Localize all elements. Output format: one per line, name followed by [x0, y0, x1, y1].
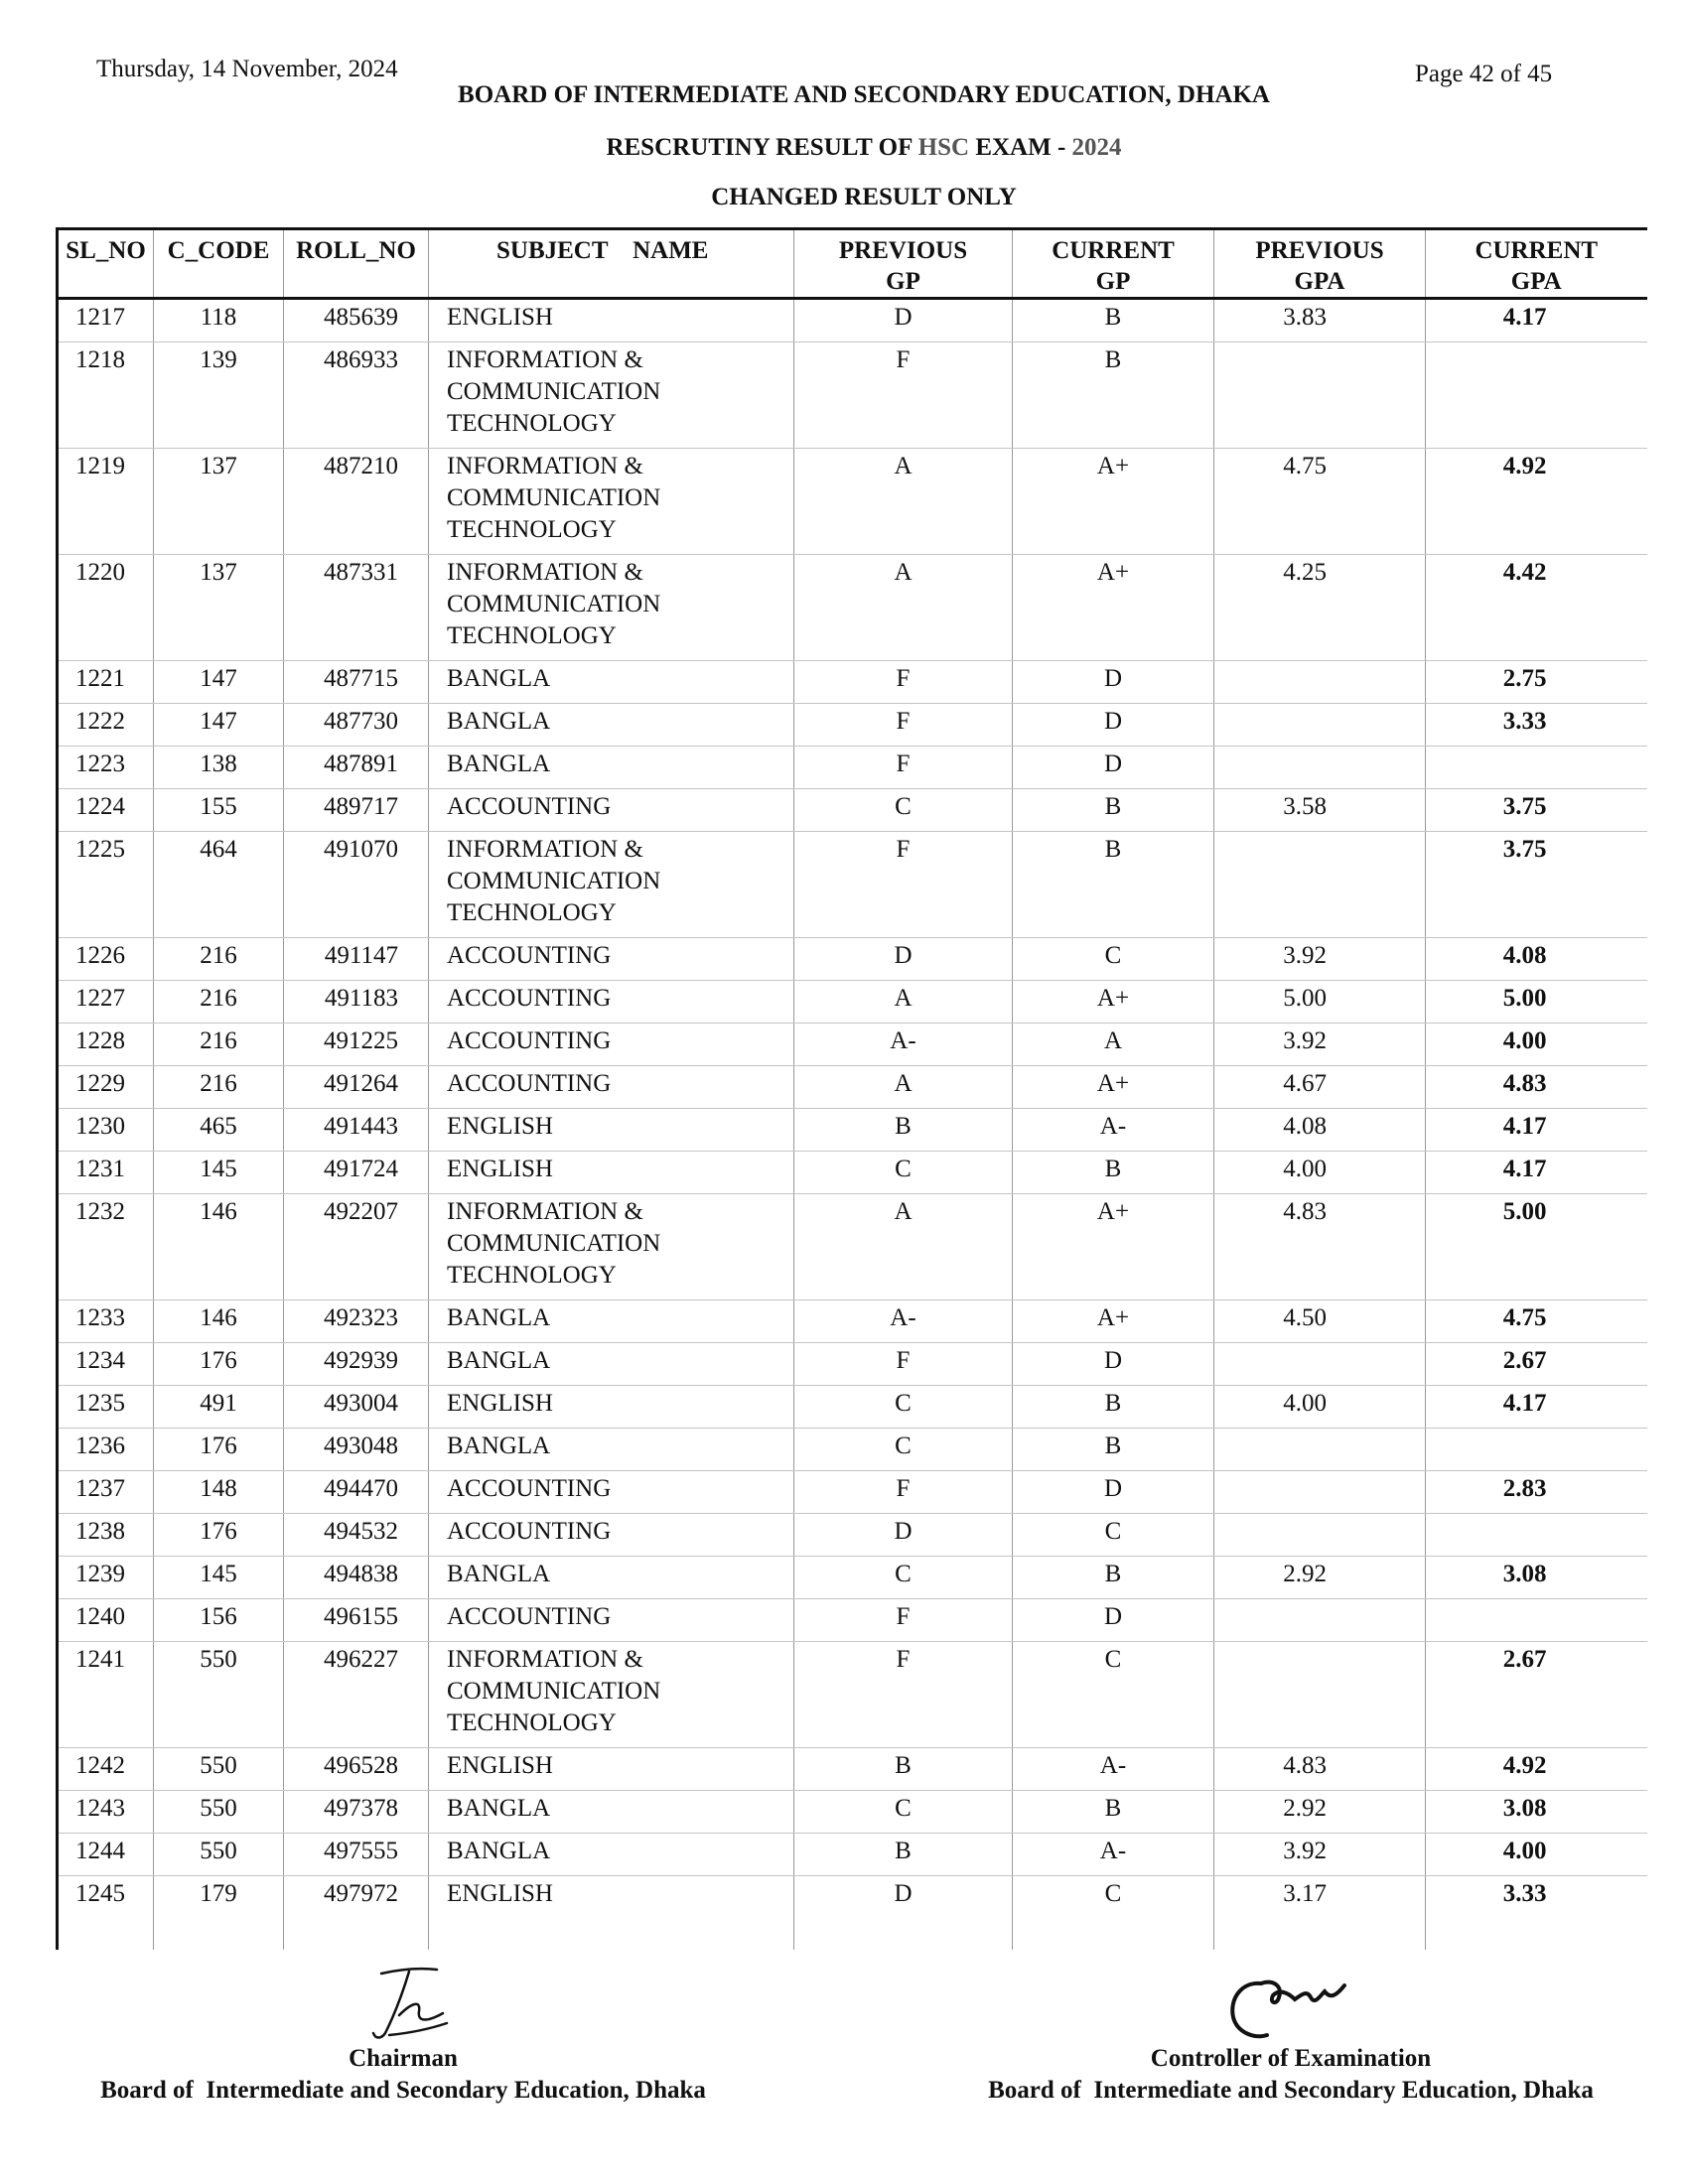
cell-current-gpa: [1426, 1599, 1647, 1642]
cell-previous-gpa: [1214, 1471, 1426, 1514]
cell-previous-gpa: 3.92: [1214, 938, 1426, 981]
cell-current-gpa: 2.83: [1426, 1471, 1647, 1514]
cell-subject: ENGLISH: [429, 1109, 794, 1152]
cell-previous-gpa: 3.58: [1214, 789, 1426, 832]
cell-current-gp: B: [1013, 1152, 1214, 1194]
cell-sl-no: 1236: [58, 1429, 154, 1471]
cell-sl-no: 1226: [58, 938, 154, 981]
cell-previous-gpa: 4.83: [1214, 1194, 1426, 1300]
table-row: [58, 938, 1647, 981]
result-title-year: 2024: [1071, 134, 1122, 161]
cell-roll-no: 497972: [284, 1876, 429, 1951]
cell-sl-no: 1218: [58, 342, 154, 449]
cell-current-gpa: 4.75: [1426, 1300, 1647, 1343]
table-row: [58, 1194, 1647, 1300]
cell-current-gpa: 3.33: [1426, 704, 1647, 747]
cell-previous-gpa: 2.92: [1214, 1557, 1426, 1599]
cell-roll-no: 491724: [284, 1152, 429, 1194]
cell-previous-gpa: 5.00: [1214, 981, 1426, 1024]
cell-current-gp: D: [1013, 1599, 1214, 1642]
cell-subject: BANGLA: [429, 1557, 794, 1599]
cell-previous-gpa: [1214, 1642, 1426, 1748]
table-row: [58, 1514, 1647, 1557]
cell-previous-gp: A: [794, 1066, 1013, 1109]
print-date: Thursday, 14 November, 2024: [96, 56, 398, 82]
cell-previous-gp: B: [794, 1834, 1013, 1876]
cell-previous-gpa: 3.83: [1214, 299, 1426, 342]
cell-roll-no: 491443: [284, 1109, 429, 1152]
cell-subject: INFORMATION & COMMUNICATION TECHNOLOGY: [429, 555, 794, 661]
cell-subject: INFORMATION & COMMUNICATION TECHNOLOGY: [429, 1194, 794, 1300]
cell-c-code: 137: [154, 555, 284, 661]
cell-sl-no: 1238: [58, 1514, 154, 1557]
cell-sl-no: 1222: [58, 704, 154, 747]
cell-previous-gp: D: [794, 938, 1013, 981]
cell-previous-gp: F: [794, 1471, 1013, 1514]
cell-previous-gpa: 4.00: [1214, 1152, 1426, 1194]
result-table: [56, 227, 1647, 1950]
cell-subject: ENGLISH: [429, 1152, 794, 1194]
cell-sl-no: 1221: [58, 661, 154, 704]
result-title-prefix: RESCRUTINY RESULT OF: [606, 134, 918, 161]
cell-roll-no: 497378: [284, 1791, 429, 1834]
table-row: [58, 1876, 1647, 1951]
cell-sl-no: 1245: [58, 1876, 154, 1951]
cell-current-gp: B: [1013, 832, 1214, 938]
chairman-title: Chairman: [349, 2045, 458, 2072]
cell-roll-no: 491147: [284, 938, 429, 981]
cell-current-gpa: [1426, 1429, 1647, 1471]
cell-current-gpa: 3.75: [1426, 832, 1647, 938]
cell-roll-no: 493004: [284, 1386, 429, 1429]
result-subtitle: CHANGED RESULT ONLY: [711, 184, 1017, 210]
table-row: [58, 747, 1647, 789]
cell-roll-no: 491183: [284, 981, 429, 1024]
cell-roll-no: 492939: [284, 1343, 429, 1386]
cell-previous-gp: F: [794, 342, 1013, 449]
cell-current-gpa: 4.17: [1426, 1386, 1647, 1429]
table-row: [58, 1109, 1647, 1152]
cell-subject: ENGLISH: [429, 1748, 794, 1791]
cell-subject: ACCOUNTING: [429, 981, 794, 1024]
cell-subject: BANGLA: [429, 747, 794, 789]
cell-subject: INFORMATION & COMMUNICATION TECHNOLOGY: [429, 342, 794, 449]
col-header-roll-no: ROLL_NO: [284, 229, 429, 299]
cell-current-gp: B: [1013, 342, 1214, 449]
table-row: [58, 1834, 1647, 1876]
cell-previous-gp: B: [794, 1748, 1013, 1791]
cell-sl-no: 1225: [58, 832, 154, 938]
cell-current-gp: B: [1013, 299, 1214, 342]
cell-sl-no: 1229: [58, 1066, 154, 1109]
table-row: [58, 342, 1647, 449]
cell-c-code: 216: [154, 1024, 284, 1066]
controller-org: Board of Intermediate and Secondary Education, Dhaka: [988, 2077, 1594, 2104]
cell-c-code: 465: [154, 1109, 284, 1152]
cell-previous-gp: F: [794, 1599, 1013, 1642]
cell-current-gpa: 4.92: [1426, 449, 1647, 555]
cell-c-code: 216: [154, 938, 284, 981]
cell-c-code: 550: [154, 1642, 284, 1748]
cell-previous-gp: F: [794, 747, 1013, 789]
cell-sl-no: 1230: [58, 1109, 154, 1152]
table-row: [58, 981, 1647, 1024]
cell-roll-no: 485639: [284, 299, 429, 342]
table-row: [58, 1024, 1647, 1066]
cell-previous-gp: C: [794, 1557, 1013, 1599]
cell-subject: ENGLISH: [429, 1876, 794, 1951]
cell-roll-no: 486933: [284, 342, 429, 449]
cell-c-code: 118: [154, 299, 284, 342]
cell-c-code: 464: [154, 832, 284, 938]
cell-previous-gp: F: [794, 1642, 1013, 1748]
cell-previous-gpa: [1214, 1343, 1426, 1386]
cell-previous-gp: F: [794, 704, 1013, 747]
cell-sl-no: 1243: [58, 1791, 154, 1834]
cell-previous-gp: A: [794, 1194, 1013, 1300]
cell-sl-no: 1220: [58, 555, 154, 661]
table-row: [58, 1642, 1647, 1748]
cell-current-gpa: 3.08: [1426, 1791, 1647, 1834]
table-row: [58, 1152, 1647, 1194]
col-header-subject-name: SUBJECT NAME: [429, 229, 794, 299]
cell-sl-no: 1224: [58, 789, 154, 832]
cell-current-gpa: 4.00: [1426, 1834, 1647, 1876]
cell-subject: BANGLA: [429, 1834, 794, 1876]
cell-sl-no: 1233: [58, 1300, 154, 1343]
cell-previous-gp: C: [794, 1152, 1013, 1194]
cell-previous-gpa: 4.08: [1214, 1109, 1426, 1152]
cell-previous-gpa: [1214, 704, 1426, 747]
col-header-current-gpa: CURRENT GPA: [1426, 229, 1647, 299]
cell-sl-no: 1244: [58, 1834, 154, 1876]
cell-current-gp: B: [1013, 1386, 1214, 1429]
cell-current-gpa: 4.17: [1426, 1109, 1647, 1152]
cell-c-code: 179: [154, 1876, 284, 1951]
cell-subject: INFORMATION & COMMUNICATION TECHNOLOGY: [429, 832, 794, 938]
cell-sl-no: 1232: [58, 1194, 154, 1300]
cell-current-gp: A+: [1013, 555, 1214, 661]
cell-subject: ACCOUNTING: [429, 1066, 794, 1109]
cell-current-gp: B: [1013, 1429, 1214, 1471]
cell-previous-gpa: [1214, 1514, 1426, 1557]
cell-subject: ACCOUNTING: [429, 1024, 794, 1066]
cell-roll-no: 491225: [284, 1024, 429, 1066]
cell-c-code: 139: [154, 342, 284, 449]
table-row: [58, 1599, 1647, 1642]
cell-previous-gpa: [1214, 661, 1426, 704]
table-row: [58, 1791, 1647, 1834]
cell-roll-no: 492323: [284, 1300, 429, 1343]
cell-c-code: 216: [154, 981, 284, 1024]
table-row: [58, 299, 1647, 342]
col-header-previous-gpa: PREVIOUS GPA: [1214, 229, 1426, 299]
page-number: Page 42 of 45: [1415, 61, 1553, 87]
cell-previous-gpa: 3.17: [1214, 1876, 1426, 1951]
cell-previous-gp: C: [794, 1386, 1013, 1429]
cell-sl-no: 1223: [58, 747, 154, 789]
cell-current-gp: D: [1013, 1343, 1214, 1386]
cell-roll-no: 497555: [284, 1834, 429, 1876]
cell-current-gp: A+: [1013, 981, 1214, 1024]
col-header-current-gp: CURRENT GP: [1013, 229, 1214, 299]
table-row: [58, 789, 1647, 832]
cell-sl-no: 1228: [58, 1024, 154, 1066]
cell-roll-no: 487331: [284, 555, 429, 661]
cell-previous-gpa: 3.92: [1214, 1024, 1426, 1066]
cell-subject: ENGLISH: [429, 299, 794, 342]
table-row: [58, 555, 1647, 661]
cell-roll-no: 487715: [284, 661, 429, 704]
result-title-mid: EXAM -: [969, 134, 1072, 161]
cell-subject: BANGLA: [429, 1343, 794, 1386]
cell-previous-gpa: 4.25: [1214, 555, 1426, 661]
cell-subject: ENGLISH: [429, 1386, 794, 1429]
cell-current-gp: D: [1013, 704, 1214, 747]
cell-subject: ACCOUNTING: [429, 1514, 794, 1557]
table-row: [58, 1066, 1647, 1109]
table-row: [58, 661, 1647, 704]
cell-sl-no: 1240: [58, 1599, 154, 1642]
cell-previous-gp: A: [794, 981, 1013, 1024]
cell-previous-gpa: 4.50: [1214, 1300, 1426, 1343]
table-row: [58, 1557, 1647, 1599]
col-header-sl-no: SL_NO: [58, 229, 154, 299]
cell-current-gpa: [1426, 747, 1647, 789]
cell-subject: ACCOUNTING: [429, 789, 794, 832]
cell-current-gp: C: [1013, 1876, 1214, 1951]
cell-subject: BANGLA: [429, 661, 794, 704]
cell-c-code: 176: [154, 1429, 284, 1471]
cell-roll-no: 493048: [284, 1429, 429, 1471]
controller-title: Controller of Examination: [1150, 2045, 1432, 2072]
cell-previous-gp: A-: [794, 1024, 1013, 1066]
table-row: [58, 832, 1647, 938]
cell-previous-gpa: [1214, 1429, 1426, 1471]
cell-c-code: 148: [154, 1471, 284, 1514]
cell-previous-gp: A-: [794, 1300, 1013, 1343]
cell-c-code: 147: [154, 661, 284, 704]
cell-subject: BANGLA: [429, 704, 794, 747]
cell-roll-no: 489717: [284, 789, 429, 832]
table-row: [58, 1386, 1647, 1429]
cell-current-gpa: 3.08: [1426, 1557, 1647, 1599]
cell-previous-gpa: [1214, 747, 1426, 789]
cell-previous-gp: B: [794, 1109, 1013, 1152]
controller-signature: [1221, 1966, 1370, 2045]
cell-sl-no: 1227: [58, 981, 154, 1024]
cell-roll-no: 494838: [284, 1557, 429, 1599]
cell-subject: BANGLA: [429, 1429, 794, 1471]
cell-roll-no: 491070: [284, 832, 429, 938]
table-row: [58, 704, 1647, 747]
cell-current-gpa: [1426, 342, 1647, 449]
cell-previous-gp: F: [794, 832, 1013, 938]
cell-c-code: 145: [154, 1557, 284, 1599]
cell-c-code: 491: [154, 1386, 284, 1429]
cell-previous-gp: A: [794, 555, 1013, 661]
cell-current-gpa: 3.75: [1426, 789, 1647, 832]
cell-roll-no: 496528: [284, 1748, 429, 1791]
cell-subject: ACCOUNTING: [429, 1471, 794, 1514]
cell-c-code: 155: [154, 789, 284, 832]
cell-sl-no: 1237: [58, 1471, 154, 1514]
cell-sl-no: 1234: [58, 1343, 154, 1386]
cell-current-gpa: 4.08: [1426, 938, 1647, 981]
chairman-block: [56, 2043, 751, 2107]
cell-c-code: 146: [154, 1194, 284, 1300]
cell-roll-no: 487891: [284, 747, 429, 789]
cell-roll-no: 494470: [284, 1471, 429, 1514]
cell-current-gpa: 5.00: [1426, 981, 1647, 1024]
cell-roll-no: 496155: [284, 1599, 429, 1642]
cell-c-code: 138: [154, 747, 284, 789]
table-row: [58, 449, 1647, 555]
table-row: [58, 1429, 1647, 1471]
cell-c-code: 550: [154, 1748, 284, 1791]
cell-sl-no: 1239: [58, 1557, 154, 1599]
table-row: [58, 1300, 1647, 1343]
cell-previous-gpa: 2.92: [1214, 1791, 1426, 1834]
cell-subject: BANGLA: [429, 1300, 794, 1343]
cell-current-gp: A-: [1013, 1109, 1214, 1152]
cell-current-gpa: 2.75: [1426, 661, 1647, 704]
cell-current-gp: D: [1013, 661, 1214, 704]
cell-sl-no: 1242: [58, 1748, 154, 1791]
cell-current-gp: A+: [1013, 1194, 1214, 1300]
chairman-signature: [359, 1964, 469, 2043]
cell-c-code: 145: [154, 1152, 284, 1194]
cell-c-code: 137: [154, 449, 284, 555]
cell-current-gp: B: [1013, 1791, 1214, 1834]
chairman-org: Board of Intermediate and Secondary Education, Dhaka: [100, 2077, 706, 2104]
cell-roll-no: 491264: [284, 1066, 429, 1109]
cell-previous-gp: D: [794, 299, 1013, 342]
cell-previous-gpa: [1214, 832, 1426, 938]
cell-current-gpa: 2.67: [1426, 1343, 1647, 1386]
cell-subject: INFORMATION & COMMUNICATION TECHNOLOGY: [429, 449, 794, 555]
cell-roll-no: 487210: [284, 449, 429, 555]
cell-current-gp: C: [1013, 938, 1214, 981]
cell-sl-no: 1217: [58, 299, 154, 342]
cell-sl-no: 1231: [58, 1152, 154, 1194]
cell-current-gp: D: [1013, 1471, 1214, 1514]
table-header-row: [58, 229, 1647, 299]
cell-current-gpa: 4.83: [1426, 1066, 1647, 1109]
cell-previous-gp: D: [794, 1876, 1013, 1951]
cell-previous-gp: A: [794, 449, 1013, 555]
cell-current-gp: D: [1013, 747, 1214, 789]
col-header-c-code: C_CODE: [154, 229, 284, 299]
cell-previous-gpa: [1214, 1599, 1426, 1642]
cell-current-gp: B: [1013, 789, 1214, 832]
cell-previous-gp: D: [794, 1514, 1013, 1557]
cell-current-gpa: 2.67: [1426, 1642, 1647, 1748]
cell-previous-gpa: [1214, 342, 1426, 449]
cell-previous-gpa: 4.00: [1214, 1386, 1426, 1429]
controller-block: [943, 2043, 1638, 2107]
cell-sl-no: 1219: [58, 449, 154, 555]
cell-current-gp: C: [1013, 1514, 1214, 1557]
cell-c-code: 550: [154, 1791, 284, 1834]
cell-subject: INFORMATION & COMMUNICATION TECHNOLOGY: [429, 1642, 794, 1748]
cell-current-gpa: [1426, 1514, 1647, 1557]
cell-roll-no: 492207: [284, 1194, 429, 1300]
cell-c-code: 216: [154, 1066, 284, 1109]
cell-current-gp: B: [1013, 1557, 1214, 1599]
cell-current-gpa: 4.17: [1426, 299, 1647, 342]
cell-previous-gpa: 4.67: [1214, 1066, 1426, 1109]
cell-sl-no: 1235: [58, 1386, 154, 1429]
cell-current-gp: A+: [1013, 449, 1214, 555]
cell-sl-no: 1241: [58, 1642, 154, 1748]
cell-subject: ACCOUNTING: [429, 938, 794, 981]
table-row: [58, 1471, 1647, 1514]
cell-current-gpa: 4.42: [1426, 555, 1647, 661]
cell-previous-gp: F: [794, 661, 1013, 704]
cell-current-gpa: 4.92: [1426, 1748, 1647, 1791]
cell-current-gp: A-: [1013, 1834, 1214, 1876]
cell-current-gp: A-: [1013, 1748, 1214, 1791]
cell-subject: BANGLA: [429, 1791, 794, 1834]
cell-current-gp: A: [1013, 1024, 1214, 1066]
cell-current-gp: A+: [1013, 1300, 1214, 1343]
cell-previous-gpa: 3.92: [1214, 1834, 1426, 1876]
cell-current-gpa: 3.33: [1426, 1876, 1647, 1951]
cell-c-code: 176: [154, 1343, 284, 1386]
cell-current-gpa: 4.17: [1426, 1152, 1647, 1194]
cell-current-gpa: 4.00: [1426, 1024, 1647, 1066]
cell-roll-no: 494532: [284, 1514, 429, 1557]
cell-c-code: 156: [154, 1599, 284, 1642]
cell-current-gpa: 5.00: [1426, 1194, 1647, 1300]
cell-previous-gp: C: [794, 789, 1013, 832]
cell-roll-no: 496227: [284, 1642, 429, 1748]
col-header-previous-gp: PREVIOUS GP: [794, 229, 1013, 299]
cell-current-gp: C: [1013, 1642, 1214, 1748]
result-title: [0, 134, 1688, 162]
table-row: [58, 1343, 1647, 1386]
cell-subject: ACCOUNTING: [429, 1599, 794, 1642]
cell-previous-gpa: 4.83: [1214, 1748, 1426, 1791]
cell-c-code: 146: [154, 1300, 284, 1343]
cell-previous-gp: C: [794, 1791, 1013, 1834]
cell-c-code: 147: [154, 704, 284, 747]
table-row: [58, 1748, 1647, 1791]
cell-previous-gp: F: [794, 1343, 1013, 1386]
cell-c-code: 550: [154, 1834, 284, 1876]
cell-current-gp: A+: [1013, 1066, 1214, 1109]
cell-c-code: 176: [154, 1514, 284, 1557]
cell-previous-gpa: 4.75: [1214, 449, 1426, 555]
result-title-exam: HSC: [917, 134, 970, 161]
cell-previous-gp: C: [794, 1429, 1013, 1471]
cell-roll-no: 487730: [284, 704, 429, 747]
board-title: BOARD OF INTERMEDIATE AND SECONDARY EDUCATION, DHAKA: [458, 81, 1270, 108]
